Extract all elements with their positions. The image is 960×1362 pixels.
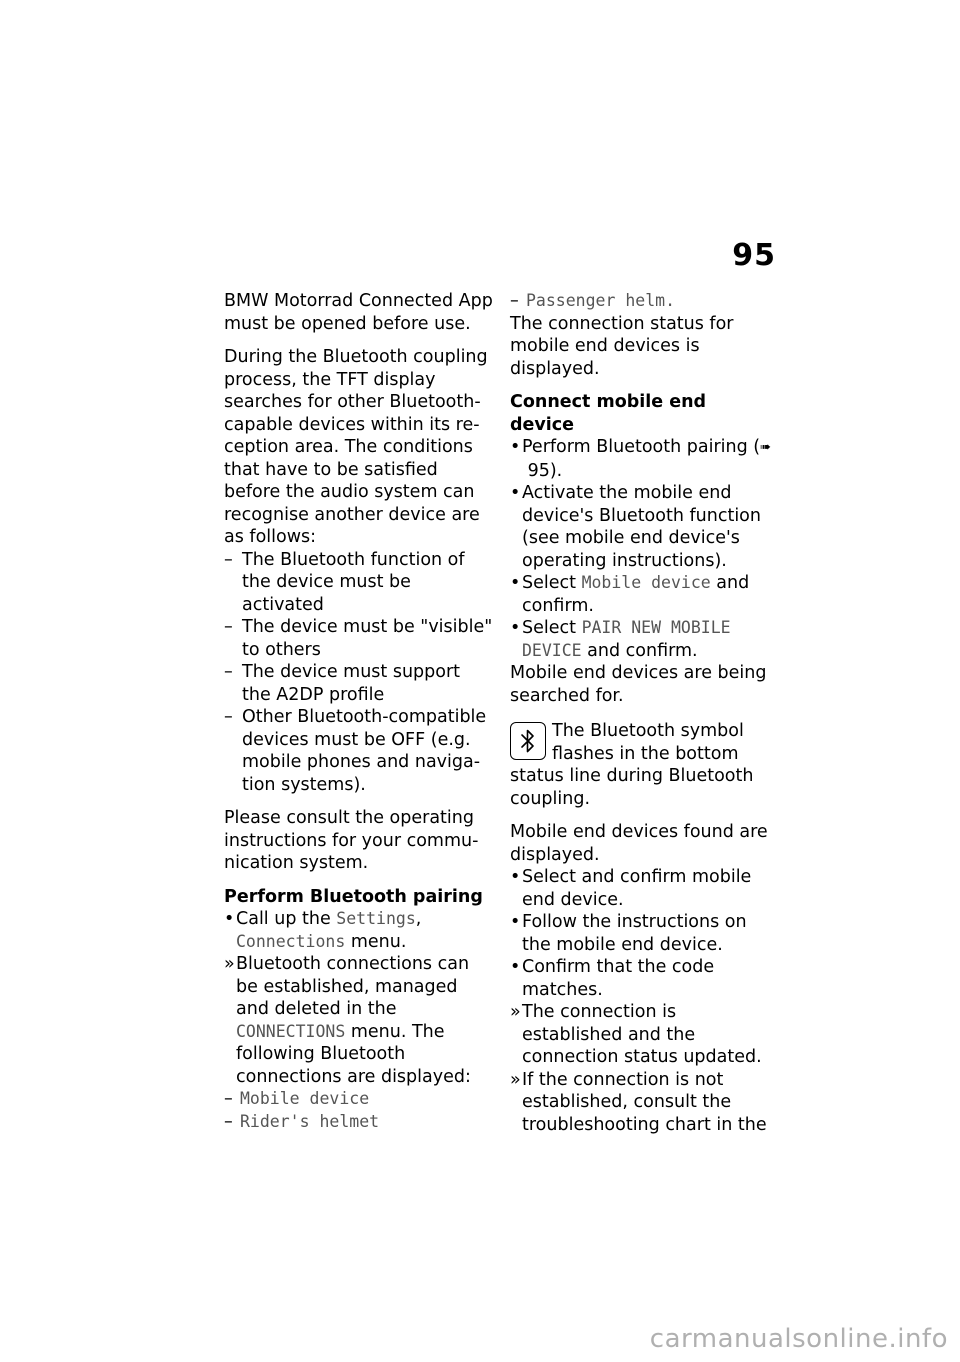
menu-item-pair-new-mobile-device: PAIR NEW MOBILE DEVICE [522,618,731,660]
dash-marker: – [224,617,233,637]
found-paragraph: Mobile end devices found are displayed. [510,822,768,865]
left-column [224,290,494,1133]
list-item [224,661,494,706]
connection-riders-helmet: Rider's helmet [240,1111,380,1131]
pairing-steps [224,908,494,1088]
bluetooth-note [510,718,772,810]
condition-text: The device must support the A2DP profile [242,662,461,705]
page-reference[interactable]: 95 [527,460,550,481]
condition-text: The device must be "visible" to others [242,617,493,660]
dash-marker: – [224,1111,233,1132]
coupling-paragraph: During the Bluetooth coupling process, the TFT display searches for other Bluetooth-capable devices within its reception area. The conditions that have to be satisfied before the audio system can recognise another device are as follows: [224,347,488,547]
dash-marker: – [510,291,519,311]
list-item [510,1001,772,1069]
section-heading: Perform Bluetooth pairing [224,886,483,907]
list-item [224,908,494,953]
step-text: Select [522,573,582,593]
bullet-marker: • [224,909,235,929]
condition-text: Other Bluetooth-compatible devices must be OFF (e.g. mobile phones and navigation systems). [242,707,487,795]
list-item [510,1069,772,1137]
connections-list [224,1088,494,1133]
list-item [510,436,772,482]
step-text: Follow the instructions on the mobile end device. [522,912,747,955]
step-text: Call up the [236,909,337,929]
menu-name-connections: Connections [236,931,346,951]
dash-marker: – [224,549,233,570]
searching-paragraph: Mobile end devices are being searched for. [510,663,767,706]
list-item [510,911,772,956]
step-text: , [415,909,422,929]
list-item [510,956,772,1001]
step-text: Perform Bluetooth pairing ( [522,437,761,457]
step-text: menu. [345,931,407,952]
menu-item-mobile-device: Mobile device [581,573,711,592]
right-column [510,290,772,1147]
list-item [510,290,772,313]
step-text: Select [522,618,582,638]
list-item [224,953,494,1088]
list-item [224,616,494,661]
step-text: Activate the mobile end device's Bluetooth function (see mobile end device's operating instructions). [522,483,761,571]
connect-steps [510,436,772,662]
list-item [224,549,494,617]
section-heading: Connect mobile end device [510,392,707,435]
result-text: menu. The following Bluetooth connections are displayed: [236,1021,471,1087]
conditions-list [224,549,494,797]
bullet-marker: • [510,867,521,887]
result-marker: » [510,1069,521,1090]
confirm-steps [510,866,772,1136]
page-number: 95 [732,238,776,273]
menu-name-connections-caps: CONNECTIONS [236,1021,346,1041]
bullet-marker: • [510,957,521,977]
connections-list-continued [510,290,772,313]
connection-mobile-device: Mobile device [240,1089,370,1108]
step-text: and confirm. [581,640,698,661]
step-text: Confirm that the code matches. [522,957,715,1000]
consult-paragraph: Please consult the operating instructions for your communication system. [224,808,479,873]
list-item [224,706,494,796]
condition-text: The Bluetooth function of the device must be activated [242,549,465,615]
step-text: ). [549,460,563,481]
list-item [224,1088,494,1111]
bullet-marker: • [510,912,521,932]
dash-marker: – [224,1089,233,1109]
result-text: Bluetooth connections can be established, managed and deleted in the [236,954,470,1019]
result-marker: » [510,1002,521,1022]
result-text: The connection is established and the connection status updated. [522,1002,762,1067]
connection-passenger-helmet: Passenger helm. [526,291,676,310]
menu-name-settings: Settings [336,909,416,928]
list-item [510,572,772,617]
dash-marker: – [224,662,233,682]
bullet-marker: • [510,483,521,503]
list-item [510,617,772,662]
dash-marker: – [224,707,233,727]
result-text: If the connection is not established, consult the troubleshooting chart in the [522,1069,767,1135]
bullet-marker: • [510,618,521,638]
step-text: and confirm. [522,573,750,616]
list-item [510,482,772,572]
list-item [224,1111,494,1134]
intro-paragraph: BMW Motorrad Connected App must be opened before use. [224,291,493,334]
bluetooth-icon [510,722,546,760]
list-item [510,866,772,911]
page-reference-arrow-icon: ➠ [760,440,772,455]
bluetooth-symbol-icon [519,727,537,755]
status-paragraph: The connection status for mobile end devices is displayed. [510,313,734,379]
bullet-marker: • [510,573,521,593]
result-marker: » [224,954,235,974]
watermark: carmanualsonline.info [649,1324,948,1354]
bullet-marker: • [510,437,521,457]
bluetooth-note-text: The Bluetooth symbol flashes in the bottom status line during Bluetooth coupling. [510,721,754,809]
step-text: Select and confirm mobile end device. [522,867,752,910]
